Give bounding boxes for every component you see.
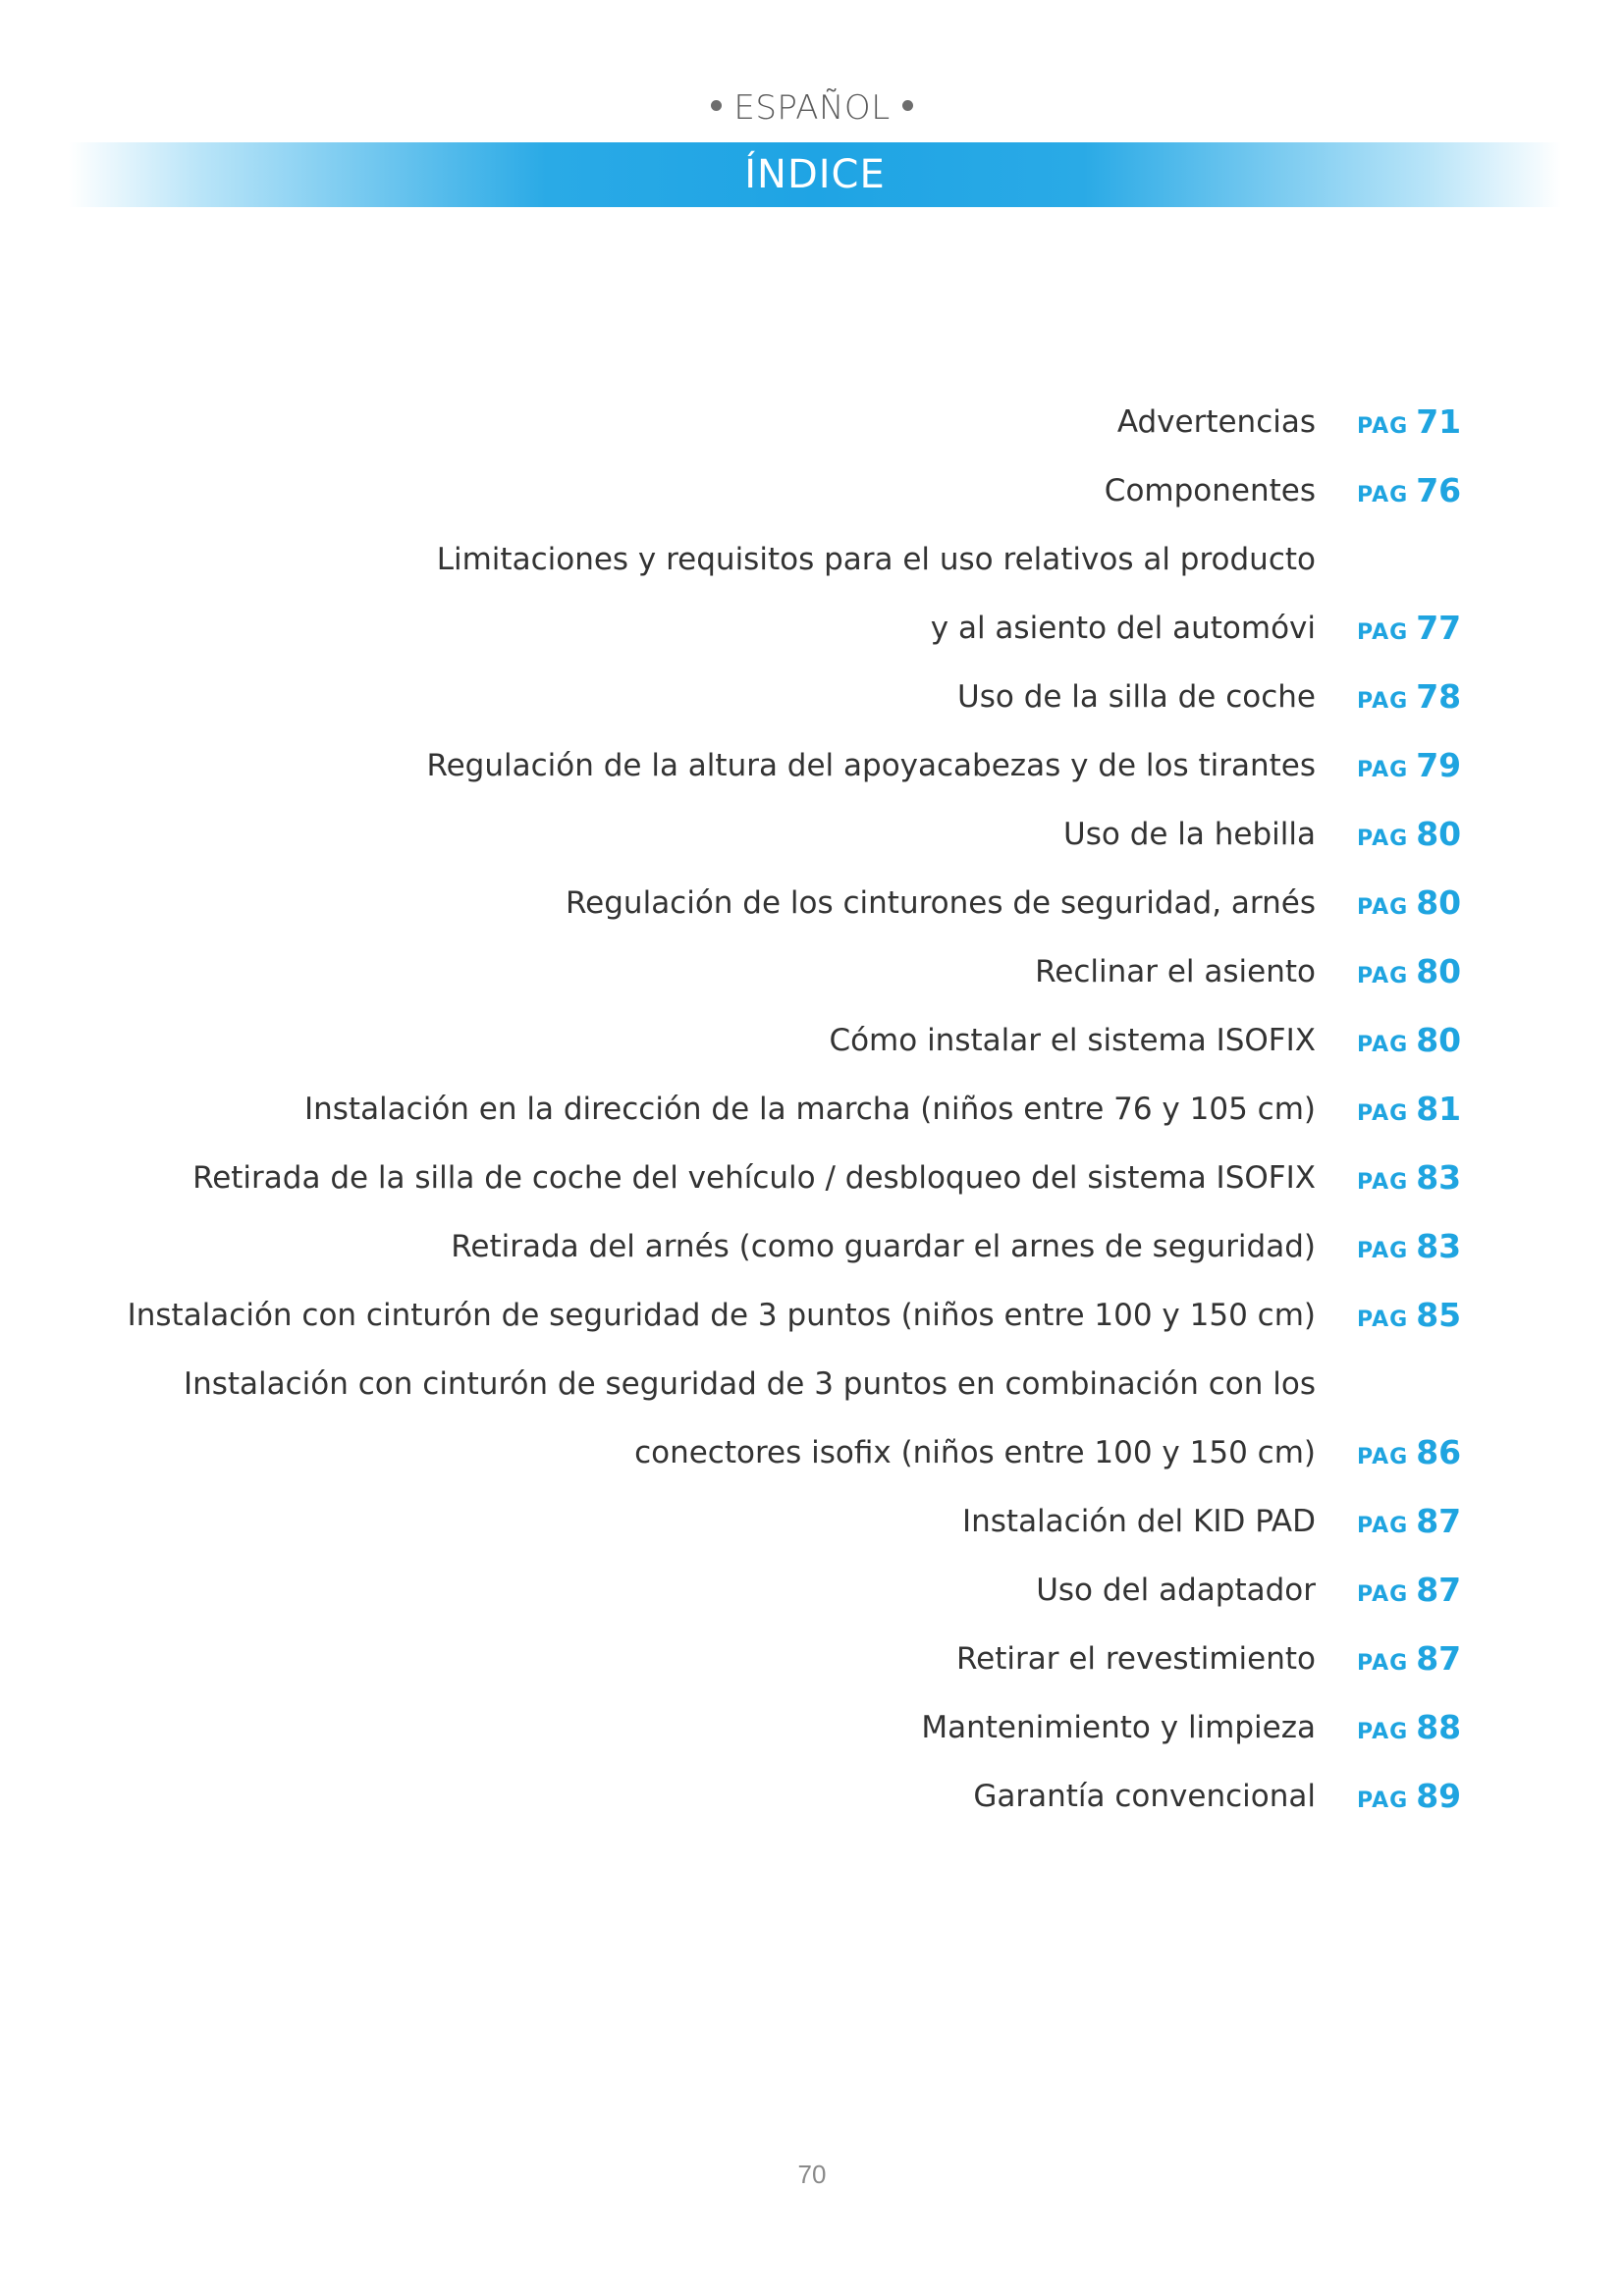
toc-entry-title: Retirada de la silla de coche del vehículo / desbloqueo del sistema ISOFIX	[192, 1160, 1316, 1196]
toc-entry-page-ref	[1357, 594, 1461, 663]
page-reference-number: 77	[1416, 609, 1462, 647]
page-prefix: PAG	[1357, 1239, 1409, 1263]
toc-entry-title: Garantía convencional	[973, 1779, 1316, 1814]
toc-entry	[98, 388, 1473, 456]
page-reference-number: 87	[1416, 1639, 1462, 1678]
toc-entry-page-ref	[1357, 1625, 1461, 1693]
toc-entry	[98, 525, 1473, 594]
page-reference-number: 78	[1416, 677, 1462, 716]
toc-entry	[98, 1625, 1473, 1693]
toc-entry	[98, 663, 1473, 731]
page-prefix: PAG	[1357, 1514, 1409, 1538]
toc-entry	[98, 456, 1473, 525]
bullet-dot-icon	[711, 100, 722, 111]
page-number: 70	[797, 2160, 827, 2189]
toc-entry	[98, 869, 1473, 937]
page-prefix: PAG	[1357, 1582, 1409, 1607]
page-reference-number: 86	[1416, 1433, 1462, 1471]
page-prefix: PAG	[1357, 483, 1409, 507]
toc-entry	[98, 937, 1473, 1006]
toc-entry-title: Instalación en la dirección de la marcha (niños entre 76 y 105 cm)	[303, 1092, 1316, 1127]
toc-entry	[98, 1212, 1473, 1281]
toc-entry	[98, 731, 1473, 800]
toc-entry-title: Regulación de la altura del apoyacabezas y de los tirantes	[426, 748, 1316, 783]
title-banner	[69, 142, 1561, 207]
page-prefix: PAG	[1357, 1101, 1409, 1126]
toc-entry-page-ref	[1357, 1144, 1461, 1212]
toc-entry-page-ref	[1357, 869, 1461, 937]
page-reference-number: 83	[1416, 1227, 1462, 1265]
toc-entry-title: Advertencias	[1116, 404, 1316, 440]
page-reference-number: 89	[1416, 1777, 1462, 1815]
toc-entry	[98, 1418, 1473, 1487]
toc-entry	[98, 1006, 1473, 1075]
toc-entry-page-ref	[1357, 1556, 1461, 1625]
toc-entry	[98, 594, 1473, 663]
language-header	[0, 88, 1624, 128]
toc-entry-page-ref	[1357, 663, 1461, 731]
toc-entry-page-ref	[1357, 388, 1461, 456]
page-prefix: PAG	[1357, 827, 1409, 851]
page-prefix: PAG	[1357, 689, 1409, 714]
toc-entry	[98, 1350, 1473, 1418]
page-reference-number: 80	[1416, 952, 1462, 990]
page-prefix: PAG	[1357, 758, 1409, 782]
page-prefix: PAG	[1357, 414, 1409, 439]
toc-entry-page-ref	[1357, 1693, 1461, 1762]
page-reference-number: 80	[1416, 815, 1462, 853]
page-title: ÍNDICE	[744, 152, 886, 197]
toc-entry	[98, 1762, 1473, 1831]
page-prefix: PAG	[1357, 1170, 1409, 1195]
toc-entry	[98, 1556, 1473, 1625]
toc-entry	[98, 1075, 1473, 1144]
toc-entry-page-ref	[1357, 1212, 1461, 1281]
page-reference-number: 88	[1416, 1708, 1462, 1746]
toc-entry-page-ref	[1357, 800, 1461, 869]
toc-entry-title: Mantenimiento y limpieza	[921, 1710, 1316, 1745]
page-prefix: PAG	[1357, 895, 1409, 920]
toc-entry-page-ref	[1357, 1762, 1461, 1831]
toc-entry-page-ref	[1357, 1487, 1461, 1556]
toc-entry-title: Instalación con cinturón de seguridad de 3 puntos en combinación con los	[183, 1366, 1316, 1402]
table-of-contents	[98, 388, 1473, 1831]
page-prefix: PAG	[1357, 1789, 1409, 1813]
page-prefix: PAG	[1357, 1033, 1409, 1057]
toc-entry-title: Uso del adaptador	[1036, 1573, 1316, 1608]
page-prefix: PAG	[1357, 1308, 1409, 1332]
page-reference-number: 85	[1416, 1296, 1462, 1334]
toc-entry-page-ref	[1357, 937, 1461, 1006]
language-label: ESPAÑOL	[733, 88, 891, 128]
page-reference-number: 80	[1416, 1021, 1462, 1059]
toc-entry	[98, 1144, 1473, 1212]
toc-entry-title: Instalación del KID PAD	[961, 1504, 1316, 1539]
page-reference-number: 79	[1416, 746, 1462, 784]
toc-entry-title: y al asiento del automóvi	[930, 611, 1316, 646]
page-reference-number: 87	[1416, 1571, 1462, 1609]
toc-entry-title: Retirada del arnés (como guardar el arnes de seguridad)	[451, 1229, 1316, 1264]
toc-entry-title: Componentes	[1104, 473, 1316, 508]
toc-entry-title: Reclinar el asiento	[1035, 954, 1316, 989]
toc-entry-page-ref	[1357, 731, 1461, 800]
toc-entry-page-ref	[1357, 456, 1461, 525]
toc-entry-title: Limitaciones y requisitos para el uso relativos al producto	[436, 542, 1316, 577]
page-reference-number: 76	[1416, 471, 1462, 509]
page-reference-number: 71	[1416, 402, 1462, 441]
toc-entry-title: Uso de la silla de coche	[957, 679, 1316, 715]
toc-entry-title: Retirar el revestimiento	[956, 1641, 1316, 1677]
toc-entry	[98, 1487, 1473, 1556]
page-reference-number: 87	[1416, 1502, 1462, 1540]
toc-entry-title: Uso de la hebilla	[1063, 817, 1316, 852]
page-prefix: PAG	[1357, 1445, 1409, 1469]
toc-entry-page-ref	[1357, 1006, 1461, 1075]
page-reference-number: 81	[1416, 1090, 1462, 1128]
toc-entry-page-ref	[1357, 1418, 1461, 1487]
toc-entry	[98, 800, 1473, 869]
toc-entry	[98, 1281, 1473, 1350]
toc-entry-title: Cómo instalar el sistema ISOFIX	[829, 1023, 1316, 1058]
page-reference-number: 80	[1416, 883, 1462, 922]
toc-entry-title: Instalación con cinturón de seguridad de 3 puntos (niños entre 100 y 150 cm)	[127, 1298, 1316, 1333]
page-prefix: PAG	[1357, 1651, 1409, 1676]
page-prefix: PAG	[1357, 964, 1409, 988]
toc-entry	[98, 1693, 1473, 1762]
toc-entry-page-ref	[1357, 1281, 1461, 1350]
toc-entry-page-ref	[1357, 1075, 1461, 1144]
page-prefix: PAG	[1357, 1720, 1409, 1744]
toc-entry-title: Regulación de los cinturones de seguridad, arnés	[566, 885, 1316, 921]
page-prefix: PAG	[1357, 620, 1409, 645]
page-reference-number: 83	[1416, 1158, 1462, 1197]
bullet-dot-icon	[902, 100, 913, 111]
toc-entry-title: conectores isofix (niños entre 100 y 150 cm)	[634, 1435, 1316, 1470]
